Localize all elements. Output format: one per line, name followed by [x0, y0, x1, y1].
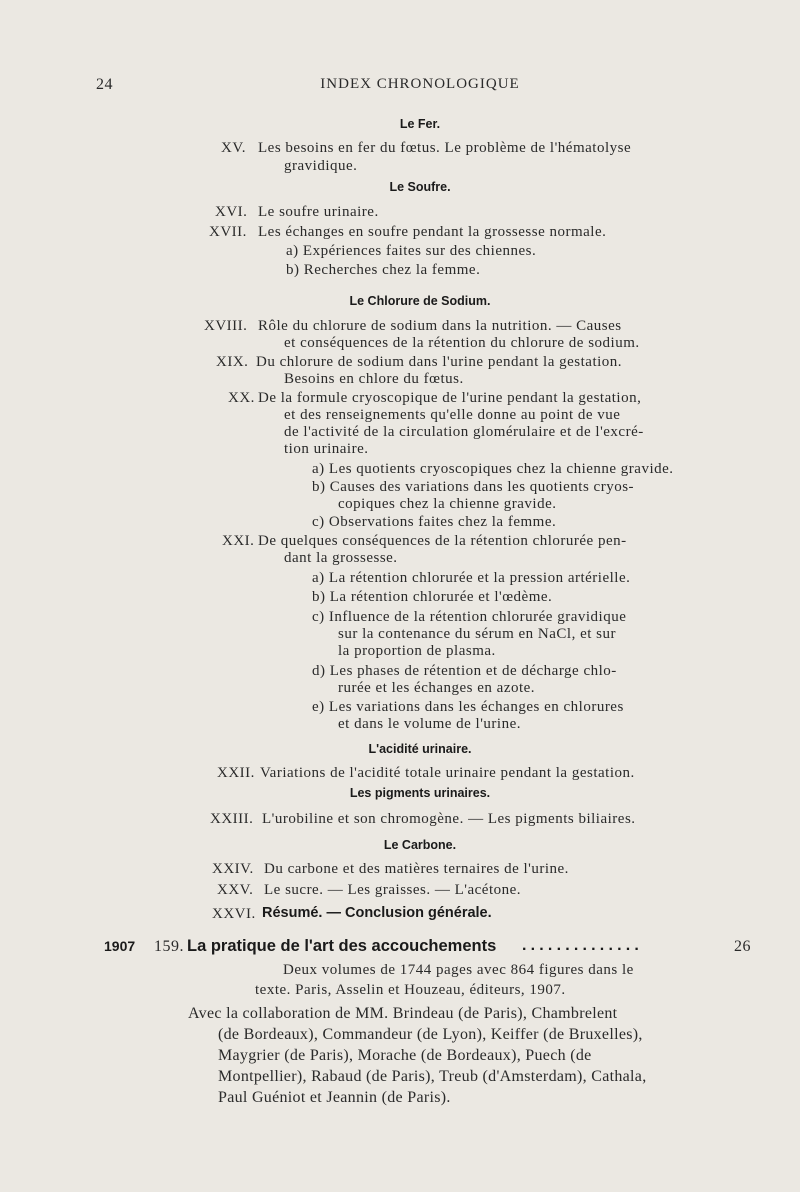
item-text: L'urobiline et son chromogène. — Les pigments biliaires. [262, 811, 636, 827]
item-text: De quelques conséquences de la rétention chlorurée pen- [258, 533, 627, 549]
item-text: Les échanges en soufre pendant la grossesse normale. [258, 224, 607, 240]
item-text: Du chlorure de sodium dans l'urine pendant la gestation. [256, 354, 623, 370]
collaborators: Paul Guéniot et Jeannin (de Paris). [218, 1089, 451, 1106]
sub-item: a) Expériences faites sur des chiennes. [286, 243, 537, 259]
entry-page-ref: 26 [734, 938, 751, 955]
item-text: Variations de l'acidité totale urinaire pendant la gestation. [260, 765, 635, 781]
item-number: XVI. [215, 204, 248, 220]
collaborators: Montpellier), Rabaud (de Paris), Treub (d'Amsterdam), Cathala, [218, 1068, 647, 1085]
sub-item: copiques chez la chienne gravide. [338, 496, 557, 512]
section-title-carbone: Le Carbone. [383, 838, 457, 852]
item-text: de l'activité de la circulation glomérulaire et de l'excré- [284, 424, 644, 440]
entry-description: texte. Paris, Asselin et Houzeau, éditeurs, 1907. [255, 982, 566, 998]
entry-year: 1907 [104, 938, 136, 954]
item-text: et conséquences de la rétention du chlorure de sodium. [284, 335, 640, 351]
item-number: XXIV. [212, 861, 254, 877]
item-text: Rôle du chlorure de sodium dans la nutrition. — Causes [258, 318, 622, 334]
item-text: tion urinaire. [284, 441, 369, 457]
entry-title: La pratique de l'art des accouchements [187, 937, 497, 955]
sub-item: c) Observations faites chez la femme. [312, 514, 557, 530]
page-number: 24 [96, 76, 113, 93]
section-title-pigments: Les pigments urinaires. [349, 786, 491, 800]
item-text: Besoins en chlore du fœtus. [284, 371, 464, 387]
section-title-chlorure: Le Chlorure de Sodium. [349, 294, 491, 308]
item-number: XXII. [217, 765, 255, 781]
item-text: Du carbone et des matières ternaires de l'urine. [264, 861, 569, 877]
item-number: XIX. [216, 354, 249, 370]
entry-number: 159. [154, 938, 184, 955]
item-number: XXV. [217, 882, 254, 898]
item-number: XXVI. [212, 906, 256, 922]
collaborators: Maygrier (de Paris), Morache (de Bordeaux), Puech (de [218, 1047, 592, 1064]
sub-item: sur la contenance du sérum en NaCl, et sur [338, 626, 616, 642]
item-number: XV. [221, 140, 246, 156]
item-text: Le soufre urinaire. [258, 204, 379, 220]
item-text: dant la grossesse. [284, 550, 398, 566]
section-title-soufre: Le Soufre. [389, 180, 451, 194]
section-title-acidite: L'acidité urinaire. [368, 742, 472, 756]
item-text: gravidique. [284, 158, 358, 174]
sub-item: a) La rétention chlorurée et la pression artérielle. [312, 570, 631, 586]
sub-item: b) Recherches chez la femme. [286, 262, 481, 278]
running-head: INDEX CHRONOLOGIQUE [320, 76, 520, 92]
section-title-fer: Le Fer. [399, 117, 441, 131]
item-number: XVIII. [204, 318, 248, 334]
item-text: Les besoins en fer du fœtus. Le problème de l'hématolyse [258, 140, 632, 156]
item-number: XVII. [209, 224, 247, 240]
sub-item: d) Les phases de rétention et de décharge chlo- [312, 663, 617, 679]
collaborators: (de Bordeaux), Commandeur (de Lyon), Keiffer (de Bruxelles), [218, 1026, 643, 1043]
sub-item: c) Influence de la rétention chlorurée gravidique [312, 609, 627, 625]
item-text: De la formule cryoscopique de l'urine pendant la gestation, [258, 390, 642, 406]
sub-item: et dans le volume de l'urine. [338, 716, 521, 732]
item-number: XX. [228, 390, 255, 406]
entry-description: Deux volumes de 1744 pages avec 864 figures dans le [283, 962, 634, 978]
sub-item: b) Causes des variations dans les quotients cryos- [312, 479, 635, 495]
item-number: XXIII. [210, 811, 254, 827]
item-number: XXI. [222, 533, 255, 549]
sub-item: la proportion de plasma. [338, 643, 496, 659]
item-text-bold: Résumé. — Conclusion générale. [262, 905, 492, 921]
collaborators: Avec la collaboration de MM. Brindeau (de Paris), Chambrelent [188, 1005, 618, 1022]
item-text: Le sucre. — Les graisses. — L'acétone. [264, 882, 522, 898]
leader-dots: .............. [522, 937, 644, 954]
sub-item: rurée et les échanges en azote. [338, 680, 536, 696]
sub-item: a) Les quotients cryoscopiques chez la chienne gravide. [312, 461, 674, 477]
sub-item: b) La rétention chlorurée et l'œdème. [312, 589, 553, 605]
sub-item: e) Les variations dans les échanges en chlorures [312, 699, 624, 715]
item-text: et des renseignements qu'elle donne au point de vue [284, 407, 621, 423]
